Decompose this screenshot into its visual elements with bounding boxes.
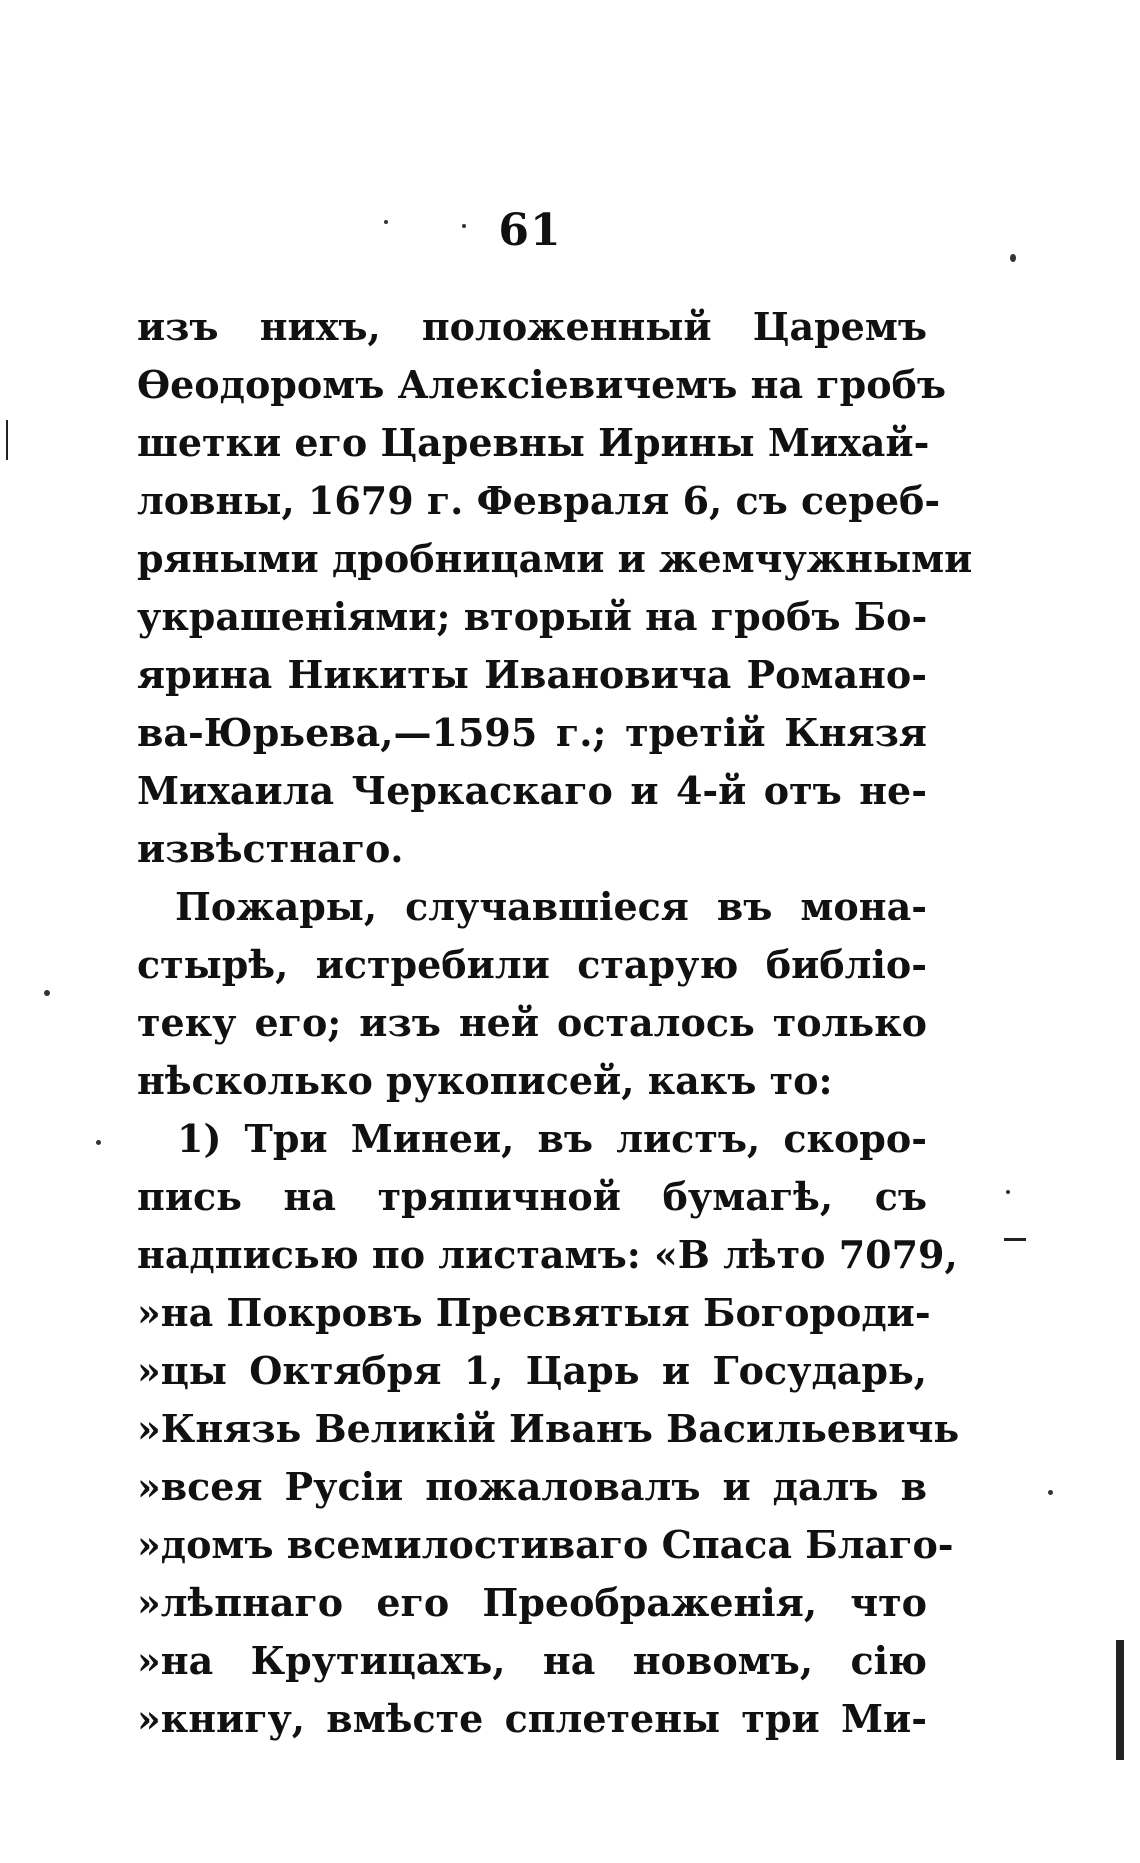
scan-speck xyxy=(384,220,388,224)
body-text xyxy=(137,298,973,1748)
text-line: »лѣпнаго его Преображенія, что xyxy=(137,1580,927,1625)
page-edge-mark xyxy=(1116,1640,1124,1760)
text-line: ряными дробницами и жемчужными xyxy=(137,536,973,581)
text-line: »Князь Великій Иванъ Васильевичь xyxy=(137,1406,960,1451)
text-line: ярина Никиты Ивановича Романо- xyxy=(137,652,927,697)
text-line: стырѣ, истребили старую библіо- xyxy=(137,942,927,987)
text-line: »на Крутицахъ, на новомъ, сію xyxy=(137,1638,927,1683)
list-item-start-line: 1) Три Минеи, въ листъ, скоро- xyxy=(177,1116,927,1161)
page-number: 61 xyxy=(498,205,562,256)
page-edge-mark xyxy=(6,420,8,460)
text-line: Михаила Черкаскаго и 4-й отъ не- xyxy=(137,768,927,813)
text-line: украшеніями; вторый на гробъ Бо- xyxy=(137,594,928,639)
text-line: нѣсколько рукописей, какъ то: xyxy=(137,1058,833,1103)
text-line: Ѳеодоромъ Алексіевичемъ на гробъ xyxy=(137,362,947,407)
text-line: »книгу, вмѣсте сплетены три Ми- xyxy=(137,1696,927,1741)
text-line: »домъ всемилостиваго Спаса Благо- xyxy=(137,1522,954,1567)
text-line: ловны, 1679 г. Февраля 6, съ сереб- xyxy=(137,478,941,523)
scan-speck xyxy=(462,224,466,228)
scan-speck xyxy=(1048,1490,1053,1495)
scan-speck xyxy=(96,1140,101,1145)
text-line: шетки его Царевны Ирины Михай- xyxy=(137,420,930,465)
text-line: »цы Октября 1, Царь и Государь, xyxy=(137,1348,927,1393)
text-line: »на Покровъ Пресвятыя Богороди- xyxy=(137,1290,931,1335)
paragraph-start-line: Пожары, случавшіеся въ мона- xyxy=(175,884,927,929)
scan-speck xyxy=(44,990,50,996)
text-line: теку его; изъ ней осталось только xyxy=(137,1000,927,1045)
text-line: »всея Русіи пожаловалъ и далъ в xyxy=(137,1464,927,1509)
text-line: ва-Юрьева,—1595 г.; третій Князя xyxy=(137,710,927,755)
text-line: надписью по листамъ: «В лѣто 7079, xyxy=(137,1232,958,1277)
text-line: извѣстнаго. xyxy=(137,826,404,871)
text-line: пись на тряпичной бумагѣ, съ xyxy=(137,1174,927,1219)
page-edge-mark xyxy=(1004,1238,1026,1241)
scan-speck xyxy=(1010,254,1016,262)
text-line: изъ нихъ, положенный Царемъ xyxy=(137,304,927,349)
scan-speck xyxy=(1006,1190,1010,1194)
